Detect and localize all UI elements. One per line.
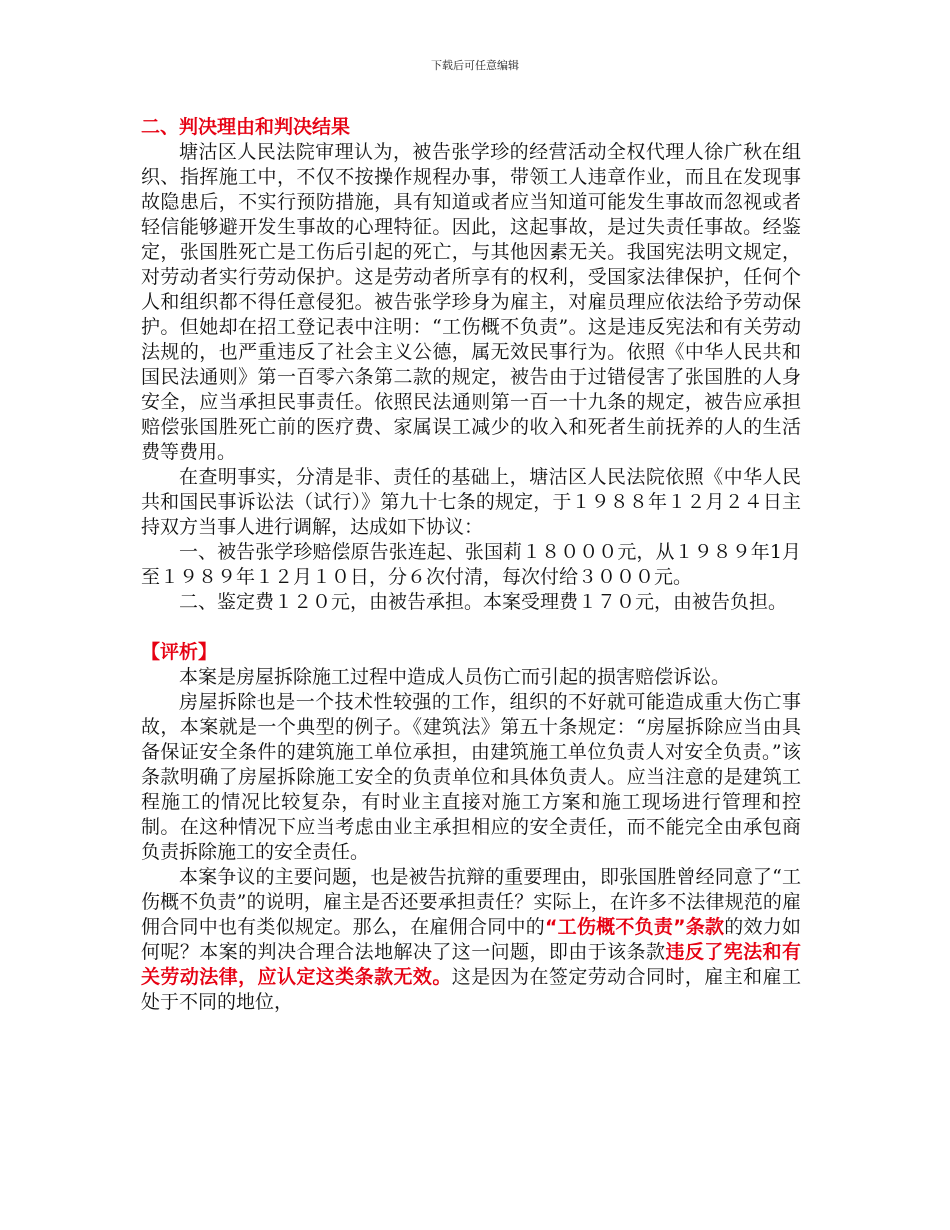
paragraph-agreement-two: 二、鉴定费１２０元，由被告承担。本案受理费１７０元，由被告负担。 bbox=[179, 591, 788, 613]
document-body bbox=[141, 115, 801, 1015]
analysis-text-part-e: 这是因为在签定劳动合同时，雇主和雇工处于不同的地位， bbox=[141, 966, 801, 1013]
analysis-text-part-a: 本案争议的主要问题，也是被告抗辩的重要理由，即张国胜曾经同意了“工伤概不负责”的说明，雇主是否还要承担责任？实际上，在许多不法律规范的雇佣合同中也有类似规定。那么，在雇佣合同中的 bbox=[141, 866, 801, 938]
header-note: 下载后可任意编辑 bbox=[431, 59, 519, 72]
paragraph-mediation: 在查明事实，分清是非、责任的基础上，塘沽区人民法院依照《中华人民共和国民事诉讼法（试行）》第九十七条的规定，于１９８８年１２月２４日主持双方当事人进行调解，达成如下协议： bbox=[141, 466, 801, 538]
section-spacer bbox=[141, 615, 801, 640]
paragraph-analysis-demolition: 房屋拆除也是一个技术性较强的工作，组织的不好就可能造成重大伤亡事故，本案就是一个典型的例子。《建筑法》第五十条规定：“房屋拆除应当由具备保证安全条件的建筑施工单位承担，由建筑施工单位负责人对安全负责。”该条款明确了房屋拆除施工安全的负责单位和具体负责人。应当注意的是建筑工程施工的情况比较复杂，有时业主直接对施工方案和施工现场进行管理和控制。在这种情况下应当考虑由业主承担相应的安全责任，而不能完全由承包商负责拆除施工的安全责任。 bbox=[141, 691, 801, 863]
paragraph-analysis-intro: 本案是房屋拆除施工过程中造成人员伤亡而引起的损害赔偿诉讼。 bbox=[179, 666, 731, 688]
analysis-text-part-c: 的效力如何呢？本案的判决合理合法地解决了这一问题，即由于该条款 bbox=[141, 916, 801, 963]
section-heading-analysis: 【评析】 bbox=[141, 641, 218, 663]
paragraph-judgment-reasoning: 塘沽区人民法院审理认为，被告张学珍的经营活动全权代理人徐广秋在组织、指挥施工中，不仅不按操作规程办事，带领工人违章作业，而且在发现事故隐患后，不实行预防措施，具有知道或者应当知道可能发生事故而忽视或者轻信能够避开发生事故的心理特征。因此，这起事故，是过失责任事故。经鉴定，张国胜死亡是工伤后引起的死亡，与其他因素无关。我国宪法明文规定，对劳动者实行劳动保护。这是劳动者所享有的权利，受国家法律保护，任何个人和组织都不得任意侵犯。被告张学珍身为雇主，对雇员理应依法给予劳动保护。但她却在招工登记表中注明：“工伤概不负责”。这是违反宪法和有关劳动法规的，也严重违反了社会主义公德，属无效民事行为。依照《中华人民共和国民法通则》第一百零六条第二款的规定，被告由于过错侵害了张国胜的人身安全，应当承担民事责任。依照民法通则第一百一十九条的规定，被告应承担赔偿张国胜死亡前的医疗费、家属误工减少的收入和死者生前抚养的人的生活费等费用。 bbox=[141, 141, 801, 463]
paragraph-agreement-one: 一、被告张学珍赔偿原告张连起、张国莉１８０００元，从１９８９年1月至１９８９年１２月１０日，分６次付清，每次付给３０００元。 bbox=[141, 541, 801, 588]
paragraph-analysis-dispute bbox=[141, 865, 801, 1015]
section-heading-judgment: 二、判决理由和判决结果 bbox=[141, 116, 351, 138]
highlight-clause-invalid: 违反了宪法和有关劳动法律，应认定这类条款无效。 bbox=[141, 941, 801, 988]
highlight-clause-name: “工伤概不负责”条款 bbox=[544, 916, 725, 938]
